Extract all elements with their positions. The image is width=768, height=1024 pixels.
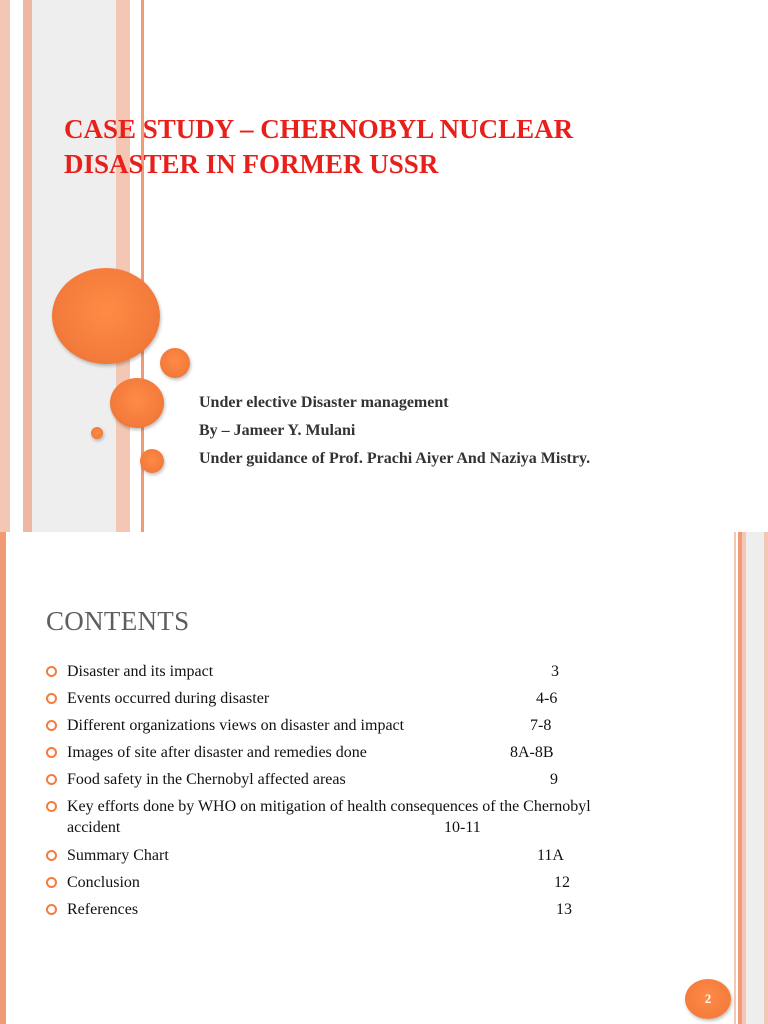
decor-circle: [91, 427, 103, 439]
decor-stripe: [116, 0, 130, 532]
item-text: Conclusion: [67, 874, 140, 891]
page-number-badge: 2: [685, 979, 731, 1019]
decor-stripe: [0, 0, 10, 532]
ring-bullet-icon: [46, 774, 57, 785]
ring-bullet-icon: [46, 720, 57, 731]
item-page: 9: [550, 771, 558, 788]
decor-circle: [160, 348, 190, 378]
item-page: 10-11: [444, 819, 481, 836]
item-text: Events occurred during disaster: [67, 690, 270, 707]
item-text: References: [67, 901, 139, 918]
title-line-2: DISASTER IN FORMER USSR: [64, 149, 439, 179]
item-text: Key efforts done by WHO on mitigation of health consequences of the Chernobyl: [67, 798, 591, 815]
ring-bullet-icon: [46, 801, 57, 812]
decor-stripe: [0, 532, 6, 1024]
subtitle-author: By – Jameer Y. Mulani: [199, 422, 356, 439]
ring-bullet-icon: [46, 693, 57, 704]
ring-bullet-icon: [46, 747, 57, 758]
decor-stripe: [746, 532, 764, 1024]
item-page: 3: [551, 663, 559, 680]
ring-bullet-icon: [46, 904, 57, 915]
contents-heading: CONTENTS: [46, 606, 190, 636]
item-page: 8A-8B: [510, 744, 554, 761]
slide-contents: [0, 532, 768, 1024]
ring-bullet-icon: [46, 877, 57, 888]
ring-bullet-icon: [46, 666, 57, 677]
item-page: 7-8: [530, 717, 552, 734]
item-text-continued: accident: [67, 819, 121, 836]
item-text: Food safety in the Chernobyl affected areas: [67, 771, 346, 788]
subtitle-elective: Under elective Disaster management: [199, 394, 449, 411]
item-text: Summary Chart: [67, 847, 169, 864]
decor-stripe: [734, 532, 736, 1024]
decor-circle: [52, 268, 160, 364]
item-text: Disaster and its impact: [67, 663, 214, 680]
title-line-1: CASE STUDY – CHERNOBYL NUCLEAR: [64, 114, 574, 144]
item-page: 12: [554, 874, 570, 891]
item-page: 11A: [537, 847, 564, 864]
item-page: 4-6: [536, 690, 558, 707]
decor-stripe: [32, 0, 116, 532]
item-text: Images of site after disaster and remedies done: [67, 744, 367, 761]
decor-stripe: [764, 532, 768, 1024]
subtitle-guidance: Under guidance of Prof. Prachi Aiyer And Naziya Mistry.: [199, 450, 591, 467]
slide-title-heading: [64, 112, 664, 182]
ring-bullet-icon: [46, 850, 57, 861]
decor-circle: [110, 378, 164, 428]
item-text: Different organizations views on disaster and impact: [67, 717, 405, 734]
decor-stripe: [23, 0, 32, 532]
decor-circle: [140, 449, 164, 473]
item-page: 13: [556, 901, 572, 918]
